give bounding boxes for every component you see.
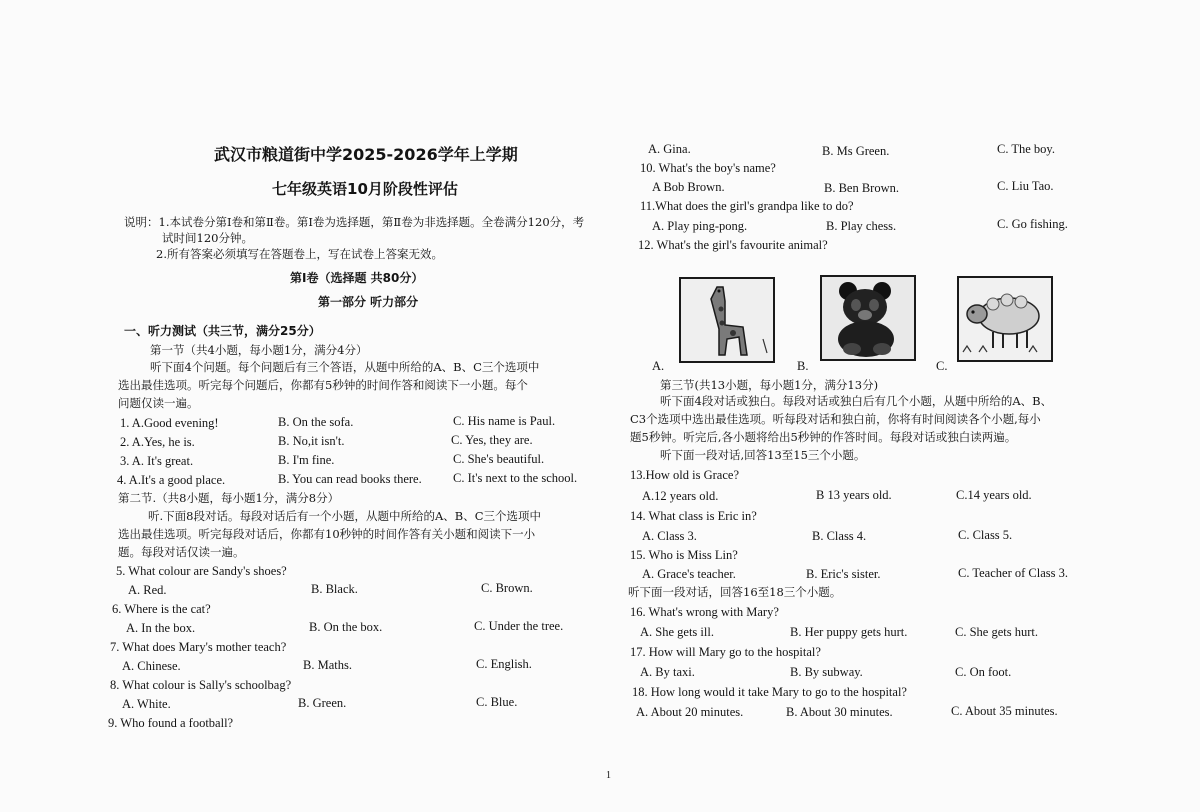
sec3-dialog-1: 听下面一段对话,回答13至15三个小题。: [660, 448, 866, 462]
q7-stem: 7. What does Mary's mother teach?: [110, 640, 287, 654]
q7-option-c: C. English.: [476, 657, 532, 671]
sec1-inst-3: 问题仅读一遍。: [118, 396, 199, 410]
q18-option-b: B. About 30 minutes.: [786, 705, 893, 719]
q4-option-a: 4. A.It's a good place.: [117, 473, 226, 487]
sec1-inst-1: 听下面4个问题。每个问题后有三个答语，从题中所给的A、B、C三个选项中: [150, 360, 540, 374]
q11-option-c: C. Go fishing.: [997, 217, 1068, 231]
note-line-3: 2.所有答案必须填写在答题卷上，写在试卷上答案无效。: [156, 247, 443, 261]
q3-option-c: C. She's beautiful.: [453, 452, 545, 466]
q9-stem: 9. Who found a football?: [108, 716, 234, 730]
q15-option-a: A. Grace's teacher.: [642, 567, 736, 581]
q9-option-b: B. Ms Green.: [822, 144, 890, 158]
q3-option-b: B. I'm fine.: [278, 453, 335, 467]
page-title: 武汉市粮道街中学2025-2026学年上学期: [214, 145, 518, 164]
listening-heading: 一、听力测试（共三节，满分25分）: [124, 324, 321, 338]
q15-option-c: C. Teacher of Class 3.: [958, 566, 1068, 580]
sec3-inst-1: 听下面4段对话或独白。每段对话或独白后有几个小题，从题中所给的A、B、: [660, 394, 1053, 408]
panda-picture: [820, 275, 916, 361]
q2-option-b: B. No,it isn't.: [278, 434, 345, 448]
sec2-inst-1: 听.下面8段对话。每段对话后有一个小题，从题中所给的A、B、C三个选项中: [148, 509, 542, 523]
q14-option-b: B. Class 4.: [812, 529, 867, 543]
q8-option-c: C. Blue.: [476, 695, 518, 709]
q4-option-c: C. It's next to the school.: [453, 471, 578, 485]
q18-option-c: C. About 35 minutes.: [951, 704, 1058, 718]
sec3-dialog-2: 听下面一段对话，回答16至18三个小题。: [628, 585, 842, 599]
q11-stem: 11.What does the girl's grandpa like to do?: [640, 199, 854, 213]
q5-option-c: C. Brown.: [481, 581, 533, 595]
q10-option-c: C. Liu Tao.: [997, 179, 1054, 193]
sec1-inst-2: 选出最佳选项。听完每个问题后，你都有5秒钟的时间作答和阅读下一小题。每个: [118, 378, 528, 392]
giraffe-icon: [681, 279, 773, 361]
q13-stem: 13.How old is Grace?: [630, 468, 739, 482]
q8-option-a: A. White.: [122, 697, 171, 711]
q11-option-b: B. Play chess.: [826, 219, 897, 233]
q18-stem: 18. How long would it take Mary to go to the hospital?: [632, 685, 907, 699]
q1-option-a: 1. A.Good evening!: [120, 416, 219, 430]
panda-icon: [822, 277, 914, 359]
q17-option-b: B. By subway.: [790, 665, 863, 679]
q12-option-a: A.: [652, 359, 665, 373]
q2-option-a: 2. A.Yes, he is.: [120, 435, 195, 449]
q15-option-b: B. Eric's sister.: [806, 567, 881, 581]
q10-stem: 10. What's the boy's name?: [640, 161, 776, 175]
q6-stem: 6. Where is the cat?: [112, 602, 211, 616]
q10-option-a: A Bob Brown.: [652, 180, 725, 194]
q14-option-a: A. Class 3.: [642, 529, 697, 543]
q14-stem: 14. What class is Eric in?: [630, 509, 757, 523]
q17-stem: 17. How will Mary go to the hospital?: [630, 645, 821, 659]
q14-option-c: C. Class 5.: [958, 528, 1013, 542]
q5-option-b: B. Black.: [311, 582, 358, 596]
q12-option-b: B.: [797, 359, 809, 373]
q9-option-a: A. Gina.: [648, 142, 691, 156]
q16-option-a: A. She gets ill.: [640, 625, 714, 639]
giraffe-picture: [679, 277, 775, 363]
q10-option-b: B. Ben Brown.: [824, 181, 899, 195]
q5-stem: 5. What colour are Sandy's shoes?: [116, 564, 287, 578]
sec2-inst-3: 题。每段对话仅读一遍。: [118, 545, 245, 559]
q13-option-c: C.14 years old.: [956, 488, 1032, 502]
sec3-title: 第三节(共13小题，每小题1分，满分13分): [660, 378, 879, 392]
sec2-title: 第二节.（共8小题，每小题1分，满分8分）: [118, 491, 340, 505]
q11-option-a: A. Play ping-pong.: [652, 219, 748, 233]
q17-option-c: C. On foot.: [955, 665, 1012, 679]
q18-option-a: A. About 20 minutes.: [636, 705, 744, 719]
q8-option-b: B. Green.: [298, 696, 347, 710]
sec3-inst-3: 题5秒钟。听完后,各小题将给出5秒钟的作答时间。每段对话或独白读两遍。: [630, 430, 1017, 444]
q16-option-b: B. Her puppy gets hurt.: [790, 625, 908, 639]
q1-option-b: B. On the sofa.: [278, 415, 354, 429]
q5-option-a: A. Red.: [128, 583, 167, 597]
q15-stem: 15. Who is Miss Lin?: [630, 548, 738, 562]
q16-stem: 16. What's wrong with Mary?: [630, 605, 779, 619]
q6-option-a: A. In the box.: [126, 621, 196, 635]
volume-heading: 第Ⅰ卷（选择题 共80分）: [290, 271, 424, 285]
q12-stem: 12. What's the girl's favourite animal?: [638, 238, 828, 252]
q6-option-b: B. On the box.: [309, 620, 383, 634]
q7-option-a: A. Chinese.: [122, 659, 181, 673]
sheep-picture: [957, 276, 1053, 362]
page-number: 1: [606, 770, 611, 781]
page-subtitle: 七年级英语10月阶段性评估: [272, 180, 458, 198]
q13-option-b: B 13 years old.: [816, 488, 892, 502]
sheep-icon: [959, 278, 1051, 360]
sec1-title: 第一节（共4小题，每小题1分，满分4分）: [150, 343, 368, 357]
q2-option-c: C. Yes, they are.: [451, 433, 533, 447]
q12-option-c: C.: [936, 359, 948, 373]
q13-option-a: A.12 years old.: [642, 489, 719, 503]
note-line-1: 说明：1.本试卷分第Ⅰ卷和第Ⅱ卷。第Ⅰ卷为选择题，第Ⅱ卷为非选择题。全卷满分120分，考: [124, 215, 585, 229]
q7-option-b: B. Maths.: [303, 658, 352, 672]
q1-option-c: C. His name is Paul.: [453, 414, 556, 428]
part-heading: 第一部分 听力部分: [318, 295, 419, 309]
q4-option-b: B. You can read books there.: [278, 472, 422, 486]
note-line-2: 试时间120分钟。: [162, 231, 253, 245]
q9-option-c: C. The boy.: [997, 142, 1055, 156]
sec3-inst-2: C3个选项中选出最佳选项。听每段对话和独白前，你将有时间阅读各个小题,每小: [630, 412, 1041, 426]
q8-stem: 8. What colour is Sally's schoolbag?: [110, 678, 292, 692]
sec2-inst-2: 选出最佳选项。听完每段对话后，你都有10秒钟的时间作答有关小题和阅读下一小: [118, 527, 536, 541]
q6-option-c: C. Under the tree.: [474, 619, 564, 633]
q3-option-a: 3. A. It's great.: [120, 454, 194, 468]
q16-option-c: C. She gets hurt.: [955, 625, 1038, 639]
q17-option-a: A. By taxi.: [640, 665, 695, 679]
